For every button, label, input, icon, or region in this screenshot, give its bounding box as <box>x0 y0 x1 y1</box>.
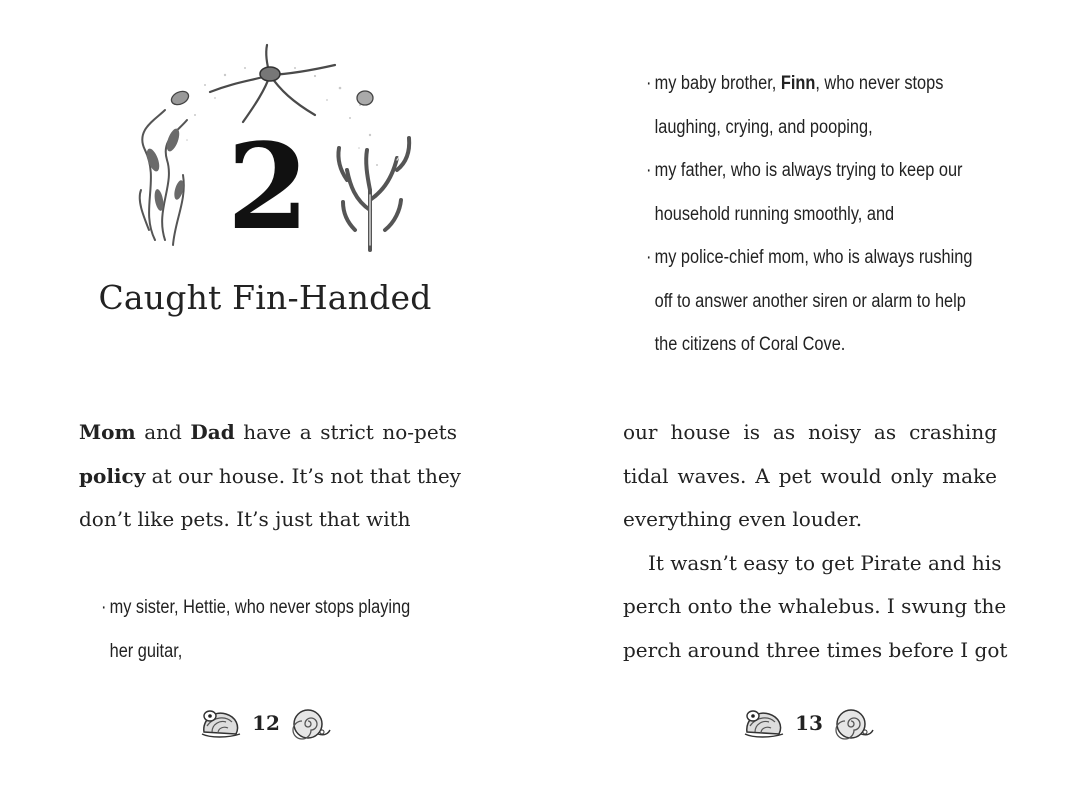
chapter-title: Caught Fin-Handed <box>98 278 432 317</box>
page-number: 13 <box>795 711 823 735</box>
left-page <box>0 0 537 800</box>
page-footer <box>538 702 1075 748</box>
family-list <box>101 586 410 673</box>
left-paragraph <box>79 411 461 542</box>
text-line: perch around three times before I got <box>623 637 1008 662</box>
text-line: It wasn’t easy to get Pirate and his <box>648 550 1002 575</box>
family-list-continued <box>646 62 972 367</box>
page-number: 12 <box>252 711 280 735</box>
list-item-continuation: household running smoothly, and <box>654 203 895 225</box>
list-item: · my baby brother, Finn, who never stops <box>646 73 944 94</box>
chapter-number: 2 <box>226 117 308 256</box>
text-line: perch onto the whalebus. I swung the <box>623 594 1007 618</box>
page-footer <box>0 702 537 748</box>
right-page <box>538 0 1075 800</box>
text-line: Mom and Dad have a strict no-pets <box>79 420 457 444</box>
list-item: · my father, who is always trying to keep our <box>646 160 963 181</box>
text-line: everything even louder. <box>623 507 863 531</box>
right-paragraph <box>623 411 1008 672</box>
list-item: · my sister, Hettie, who never stops playing <box>101 597 411 618</box>
spiral-snail-shell-icon <box>831 706 875 742</box>
list-item-continuation: laughing, crying, and pooping, <box>654 116 873 138</box>
spiral-snail-shell-icon <box>288 706 332 742</box>
list-item-continuation: off to answer another siren or alarm to help <box>654 290 966 312</box>
list-item-continuation: her guitar, <box>109 640 183 662</box>
text-line: don’t like pets. It’s just that with <box>79 507 411 531</box>
list-item-continuation: the citizens of Coral Cove. <box>654 334 846 355</box>
text-line: policy at our house. It’s not that they <box>79 463 461 488</box>
list-item: · my police-chief mom, who is always rushing <box>646 247 973 268</box>
text-line: tidal waves. A pet would only make <box>623 463 997 488</box>
text-line: our house is as noisy as crashing <box>623 420 997 444</box>
